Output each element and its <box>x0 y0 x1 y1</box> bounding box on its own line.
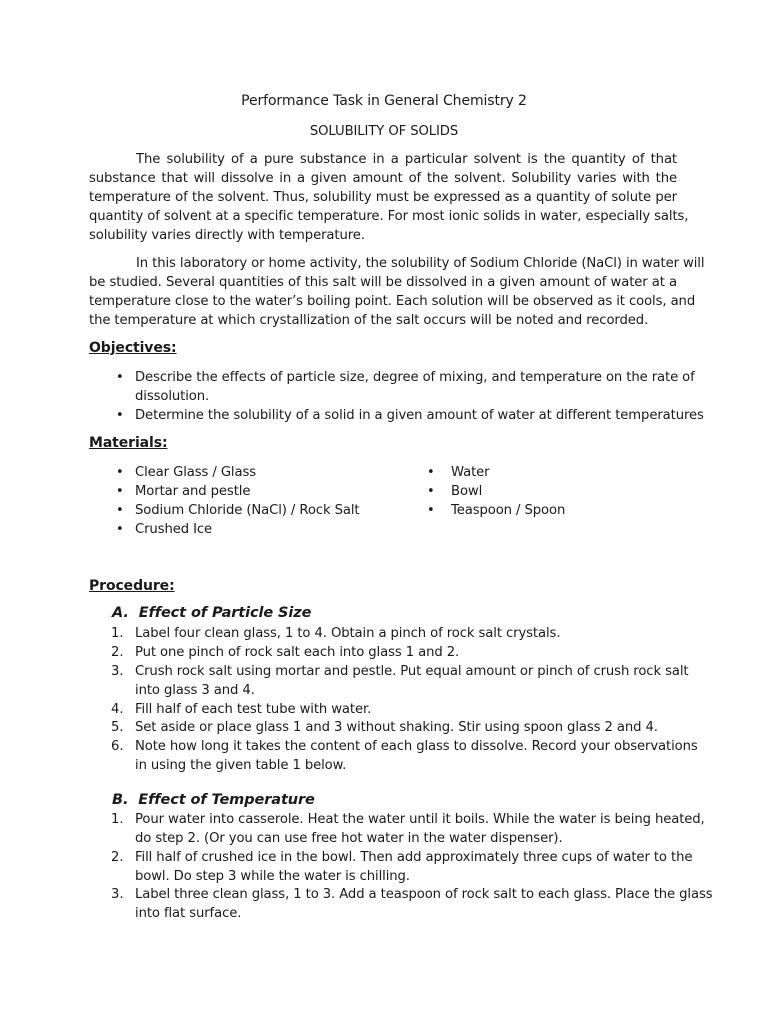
step-text-continuation: bowl. Do step 3 while the water is chilling. <box>135 869 410 884</box>
step-number: 3. <box>111 887 124 902</box>
objectives-heading: Objectives: <box>89 340 177 356</box>
step-text: Set aside or place glass 1 and 3 without shaking. Stir using spoon glass 2 and 4. <box>135 720 658 735</box>
section-b-title: Effect of Temperature <box>138 792 315 808</box>
paragraph-line: In this laboratory or home activity, the solubility of Sodium Chloride (NaCl) in water will <box>136 256 705 271</box>
list-item: Describe the effects of particle size, degree of mixing, and temperature on the rate of <box>135 370 695 385</box>
step-text: Label three clean glass, 1 to 3. Add a teaspoon of rock salt to each glass. Place the glass <box>135 887 713 902</box>
paragraph-line: The solubility of a pure substance in a particular solvent is the quantity of that <box>136 152 677 167</box>
paragraph-line: substance that will dissolve in a given amount of the solvent. Solubility varies with the <box>89 171 677 186</box>
list-item: Water <box>451 465 490 480</box>
step-number: 2. <box>111 645 124 660</box>
procedure-heading: Procedure: <box>89 578 175 594</box>
step-text: Crush rock salt using mortar and pestle. Put equal amount or pinch of crush rock salt <box>135 664 689 679</box>
section-a-label: A. <box>112 605 129 621</box>
section-b-label: B. <box>112 792 129 808</box>
step-text-continuation: do step 2. (Or you can use free hot water in the water dispenser). <box>135 831 563 846</box>
list-item: Crushed Ice <box>135 522 213 537</box>
bullet-icon: • <box>116 465 124 480</box>
step-text-continuation: in using the given table 1 below. <box>135 758 347 773</box>
step-number: 1. <box>111 812 124 827</box>
materials-heading: Materials: <box>89 435 168 451</box>
list-item-continuation: dissolution. <box>135 389 210 404</box>
step-number: 2. <box>111 850 124 865</box>
bullet-icon: • <box>427 465 435 480</box>
step-text-continuation: into glass 3 and 4. <box>135 683 255 698</box>
bullet-icon: • <box>427 503 435 518</box>
paragraph-line: solubility varies directly with temperature. <box>89 228 365 243</box>
step-number: 4. <box>111 702 124 717</box>
step-text: Fill half of each test tube with water. <box>135 702 372 717</box>
step-text: Label four clean glass, 1 to 4. Obtain a pinch of rock salt crystals. <box>135 626 561 641</box>
paragraph-line: be studied. Several quantities of this salt will be dissolved in a given amount of water at a <box>89 275 677 290</box>
bullet-icon: • <box>116 522 124 537</box>
list-item: Mortar and pestle <box>135 484 251 499</box>
paragraph-line: temperature close to the water’s boiling point. Each solution will be observed as it cools, and <box>89 294 696 309</box>
step-text: Fill half of crushed ice in the bowl. Then add approximately three cups of water to the <box>135 850 693 865</box>
step-text: Pour water into casserole. Heat the water until it boils. While the water is being heated, <box>135 812 705 827</box>
document-subtitle: SOLUBILITY OF SOLIDS <box>309 124 459 139</box>
bullet-icon: • <box>116 408 124 423</box>
step-text-continuation: into flat surface. <box>135 906 242 921</box>
step-number: 1. <box>111 626 124 641</box>
section-a-title: Effect of Particle Size <box>138 605 312 621</box>
bullet-icon: • <box>427 484 435 499</box>
section-a-heading <box>112 604 311 623</box>
list-item: Determine the solubility of a solid in a given amount of water at different temperatures <box>135 408 704 423</box>
list-item: Teaspoon / Spoon <box>451 503 566 518</box>
list-item: Bowl <box>451 484 483 499</box>
list-item: Sodium Chloride (NaCl) / Rock Salt <box>135 503 360 518</box>
list-item: Clear Glass / Glass <box>135 465 257 480</box>
bullet-icon: • <box>116 503 124 518</box>
document-title: Performance Task in General Chemistry 2 <box>241 93 527 109</box>
bullet-icon: • <box>116 484 124 499</box>
paragraph-line: quantity of solvent at a specific temperature. For most ionic solids in water, especially salts, <box>89 209 689 224</box>
step-number: 5. <box>111 720 124 735</box>
paragraph-line: the temperature at which crystallization of the salt occurs will be noted and recorded. <box>89 313 649 328</box>
step-text: Note how long it takes the content of each glass to dissolve. Record your observations <box>135 739 698 754</box>
step-number: 3. <box>111 664 124 679</box>
step-text: Put one pinch of rock salt each into glass 1 and 2. <box>135 645 460 660</box>
bullet-icon: • <box>116 370 124 385</box>
paragraph-line: temperature of the solvent. Thus, solubility must be expressed as a quantity of solute per <box>89 190 677 205</box>
step-number: 6. <box>111 739 124 754</box>
section-b-heading <box>112 791 315 810</box>
